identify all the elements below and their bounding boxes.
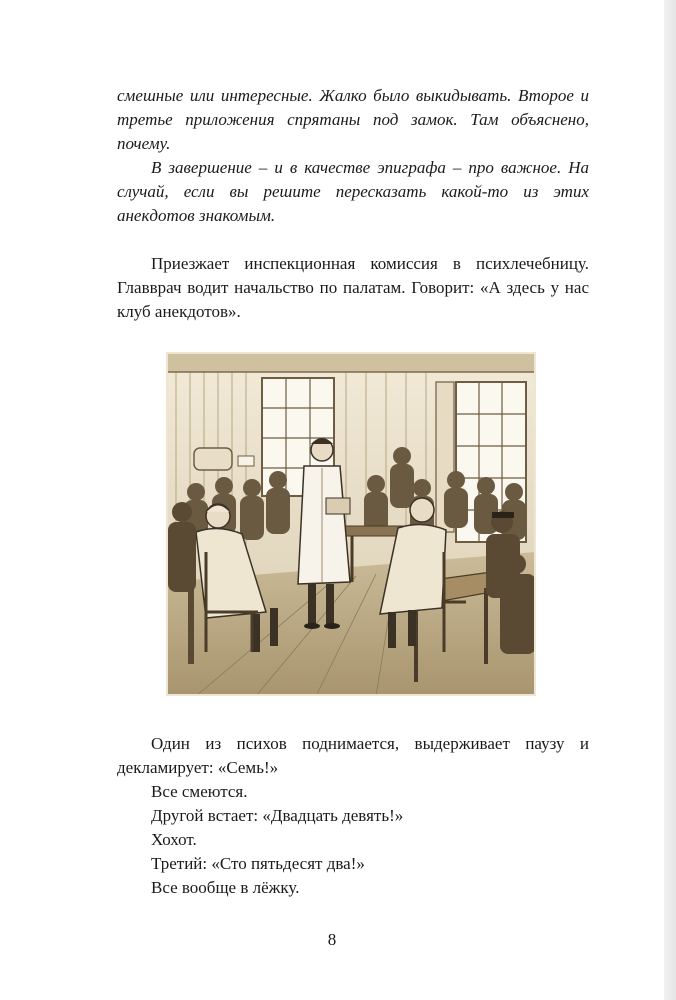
joke-line: Третий: «Сто пятьдесят два!»: [151, 854, 365, 873]
joke-line: Другой встает: «Двадцать девять!»: [151, 806, 404, 825]
epigraph-block: [117, 84, 589, 228]
page-number: 8: [327, 930, 337, 949]
joke-line: Все смеются.: [151, 782, 248, 801]
epigraph-paragraph-2: В завершение – и в качестве эпиграфа – про важное. На случай, если вы решите пересказать какой-то из этих анекдотов знакомым.: [117, 158, 589, 225]
joke-line: Один из психов поднимается, выдерживает паузу и декламирует: «Семь!»: [117, 734, 589, 777]
joke-continuation-block: [117, 732, 589, 900]
joke-intro-block: [117, 252, 589, 324]
joke-intro-paragraph: Приезжает инспекционная комиссия в психлечебницу. Главврач водит начальство по палатам. Говорит: «А здесь у нас клуб анекдотов».: [117, 254, 589, 321]
joke-line: Хохот.: [151, 830, 197, 849]
clinic-illustration: [166, 352, 536, 696]
joke-line: Все вообще в лёжку.: [151, 878, 300, 897]
page-edge: [664, 0, 676, 1000]
epigraph-paragraph-1: смешные или интересные. Жалко было выкидывать. Второе и третье приложения спрятаны под замок. Там объяснено, почему.: [117, 86, 589, 153]
